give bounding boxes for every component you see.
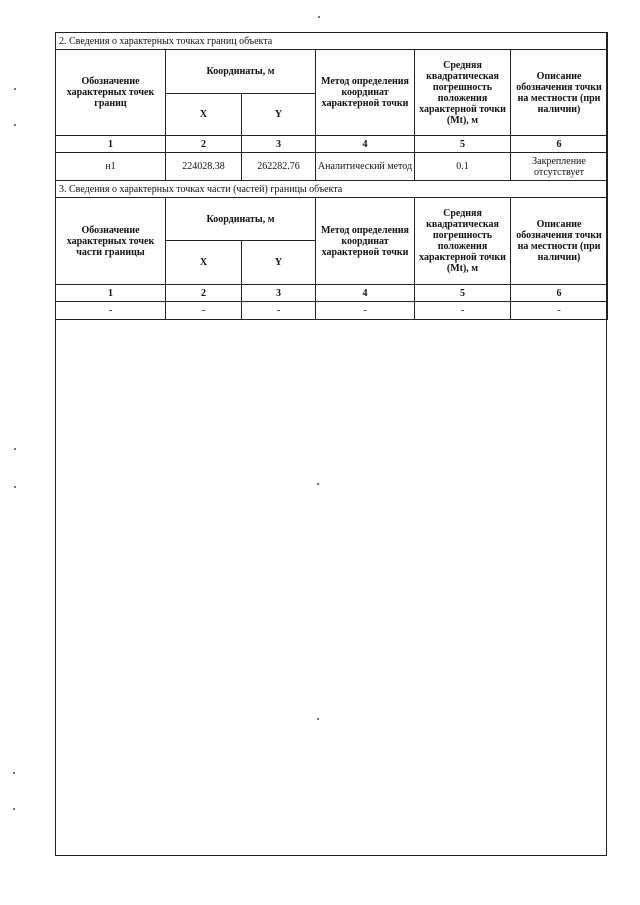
- scan-speck: [14, 448, 16, 450]
- cell-method: -: [316, 302, 415, 320]
- col-number: 6: [511, 285, 608, 302]
- col-number: 4: [316, 285, 415, 302]
- header-x: X: [166, 94, 242, 136]
- scan-speck: [318, 16, 320, 18]
- table-row: [56, 153, 608, 181]
- header-coordinates: Координаты, м: [166, 50, 316, 94]
- cell-designation: -: [56, 302, 166, 320]
- header-error: Средняя квадратическая погрешность положения характерной точки (Mt), м: [415, 50, 511, 136]
- scan-speck: [13, 772, 15, 774]
- cell-error: 0.1: [415, 153, 511, 181]
- col-number: 3: [242, 136, 316, 153]
- col-number: 4: [316, 136, 415, 153]
- cell-error: -: [415, 302, 511, 320]
- cell-designation: н1: [56, 153, 166, 181]
- column-number-row: [56, 136, 608, 153]
- col-number: 1: [56, 285, 166, 302]
- header-error: Средняя квадратическая погрешность положения характерной точки (Mt), м: [415, 198, 511, 285]
- col-number: 1: [56, 136, 166, 153]
- scan-speck: [13, 808, 15, 810]
- cell-description: -: [511, 302, 608, 320]
- header-x: X: [166, 241, 242, 285]
- col-number: 3: [242, 285, 316, 302]
- col-number: 2: [166, 285, 242, 302]
- header-designation: Обозначение характерных точек границ: [56, 50, 166, 136]
- section3-table: [55, 180, 608, 320]
- scan-speck: [14, 486, 16, 488]
- header-method: Метод определения координат характерной точки: [316, 198, 415, 285]
- scan-speck: [14, 88, 16, 90]
- section2-title: 2. Сведения о характерных точках границ объекта: [56, 33, 608, 50]
- cell-description: Закрепление отсутствует: [511, 153, 608, 181]
- scan-speck: [317, 483, 319, 485]
- section2-table: [55, 32, 608, 181]
- header-y: Y: [242, 94, 316, 136]
- header-description: Описание обозначения точки на местности (при наличии): [511, 50, 608, 136]
- section3-title: 3. Сведения о характерных точках части (частей) границы объекта: [56, 181, 608, 198]
- table-row: [56, 302, 608, 320]
- cell-method: Аналитический метод: [316, 153, 415, 181]
- header-designation: Обозначение характерных точек части границы: [56, 198, 166, 285]
- col-number: 5: [415, 285, 511, 302]
- column-number-row: [56, 285, 608, 302]
- header-y: Y: [242, 241, 316, 285]
- cell-x: -: [166, 302, 242, 320]
- header-description: Описание обозначения точки на местности (при наличии): [511, 198, 608, 285]
- header-coordinates: Координаты, м: [166, 198, 316, 241]
- cell-y: 262282.76: [242, 153, 316, 181]
- col-number: 5: [415, 136, 511, 153]
- scan-speck: [317, 718, 319, 720]
- cell-y: -: [242, 302, 316, 320]
- col-number: 6: [511, 136, 608, 153]
- header-method: Метод определения координат характерной точки: [316, 50, 415, 136]
- scan-speck: [14, 124, 16, 126]
- cell-x: 224028.38: [166, 153, 242, 181]
- col-number: 2: [166, 136, 242, 153]
